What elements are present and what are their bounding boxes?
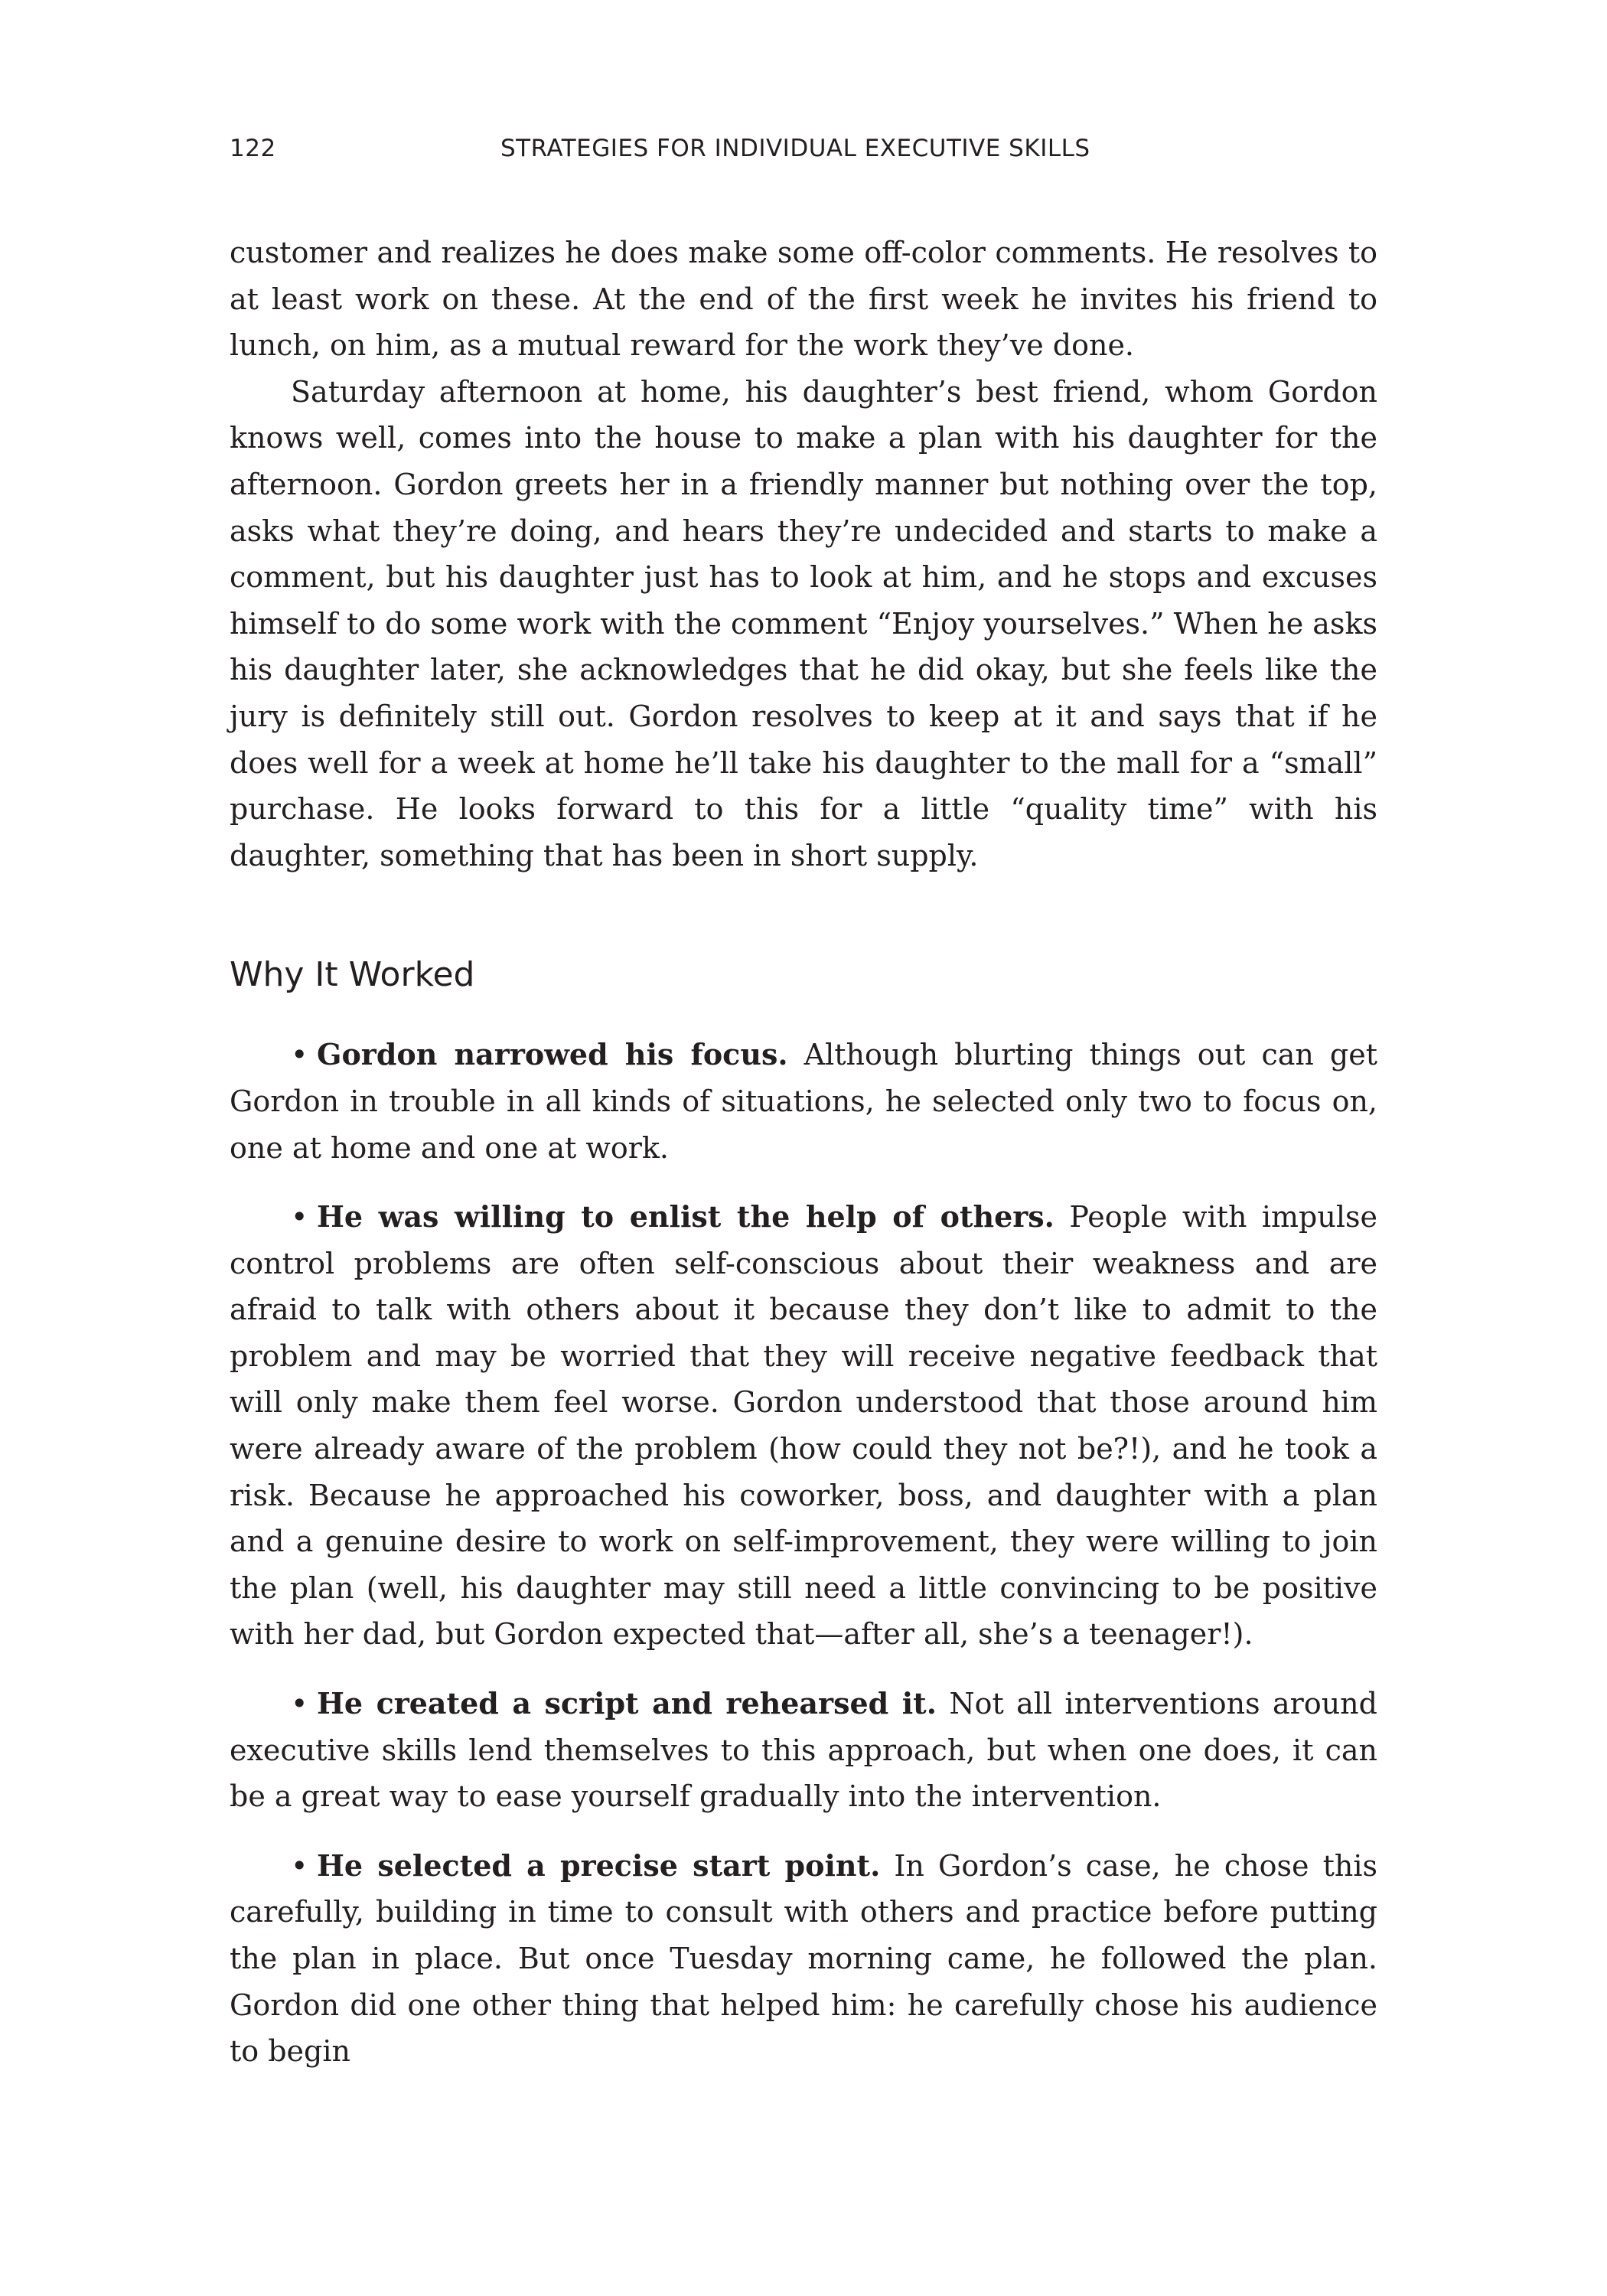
bullet-text: People with impulse control problems are often self-conscious about their weakness and are afraid to talk with others about it because they don’t like to admit to the problem and may be worried that they will receive negative feedback that will only make them feel worse. Gordon understood that those around him were already aware of the problem (how could they not be?!), and he took a risk. Because he approached his coworker, boss, and daughter with a plan and a genuine desire to work on self-improvement, they were willing to join the plan (well, his daughter may still need a little convincing to be positive with her dad, but Gordon expected that—after all, she’s a teenager!).	[230, 1200, 1378, 1652]
bullet-item	[230, 1681, 1377, 1820]
bullet-lead: Gordon narrowed his focus.	[317, 1037, 788, 1072]
running-title: STRATEGIES FOR INDIVIDUAL EXECUTIVE SKILLS	[500, 135, 1090, 162]
bullet-item	[230, 1194, 1377, 1658]
bullet-lead: He selected a precise start point.	[317, 1848, 881, 1883]
body-text	[230, 230, 1377, 2098]
section-heading: Why It Worked	[230, 955, 475, 995]
bullet-lead: He created a script and rehearsed it.	[317, 1686, 937, 1721]
running-head	[230, 135, 1377, 173]
bullet-item	[230, 1032, 1377, 1171]
bullet-icon: •	[291, 1038, 308, 1072]
paragraph-continuation: customer and realizes he does make some off-color comments. He resolves to at least work on these. At the end of the first week he invites his friend to lunch, on him, as a mutual reward for the work they’ve done.	[230, 236, 1377, 363]
page-number: 122	[230, 135, 276, 162]
bullet-icon: •	[291, 1848, 308, 1883]
bullet-item	[230, 1843, 1377, 2075]
bullet-text: Although blurting things out can get Gordon in trouble in all kinds of situations, he selected only two to focus on, one at home and one at work.	[230, 1038, 1377, 1165]
bullet-icon: •	[291, 1687, 308, 1721]
paragraph-saturday: Saturday afternoon at home, his daughter’s best friend, whom Gordon knows well, comes into the house to make a plan with his daughter for the afternoon. Gordon greets her in a friendly manner but nothing over the top, asks what they’re doing, and hears they’re undecided and starts to make a comment, but his daughter just has to look at him, and he stops and excuses himself to do some work with the comment “Enjoy yourselves.” When he asks his daughter later, she acknowledges that he did okay, but she feels like the jury is definitely still out. Gordon resolves to keep at it and says that if he does well for a week at home he’ll take his daughter to the mall for a “small” purchase. He looks forward to this for a little “quality time” with his daughter, something that has been in short supply.	[230, 374, 1377, 872]
bullet-text: Not all interventions around executive skills lend themselves to this approach, but when one does, it can be a great way to ease yourself gradually into the intervention.	[230, 1687, 1377, 1814]
bullet-icon: •	[291, 1200, 308, 1234]
bullet-lead: He was willing to enlist the help of others.	[317, 1199, 1054, 1234]
bullet-text: In Gordon’s case, he chose this carefully, building in time to consult with others and practice before putting the plan in place. But once Tuesday morning came, he followed the plan. Gordon did one other thing that helped him: he carefully chose his audience to begin	[230, 1848, 1377, 2069]
